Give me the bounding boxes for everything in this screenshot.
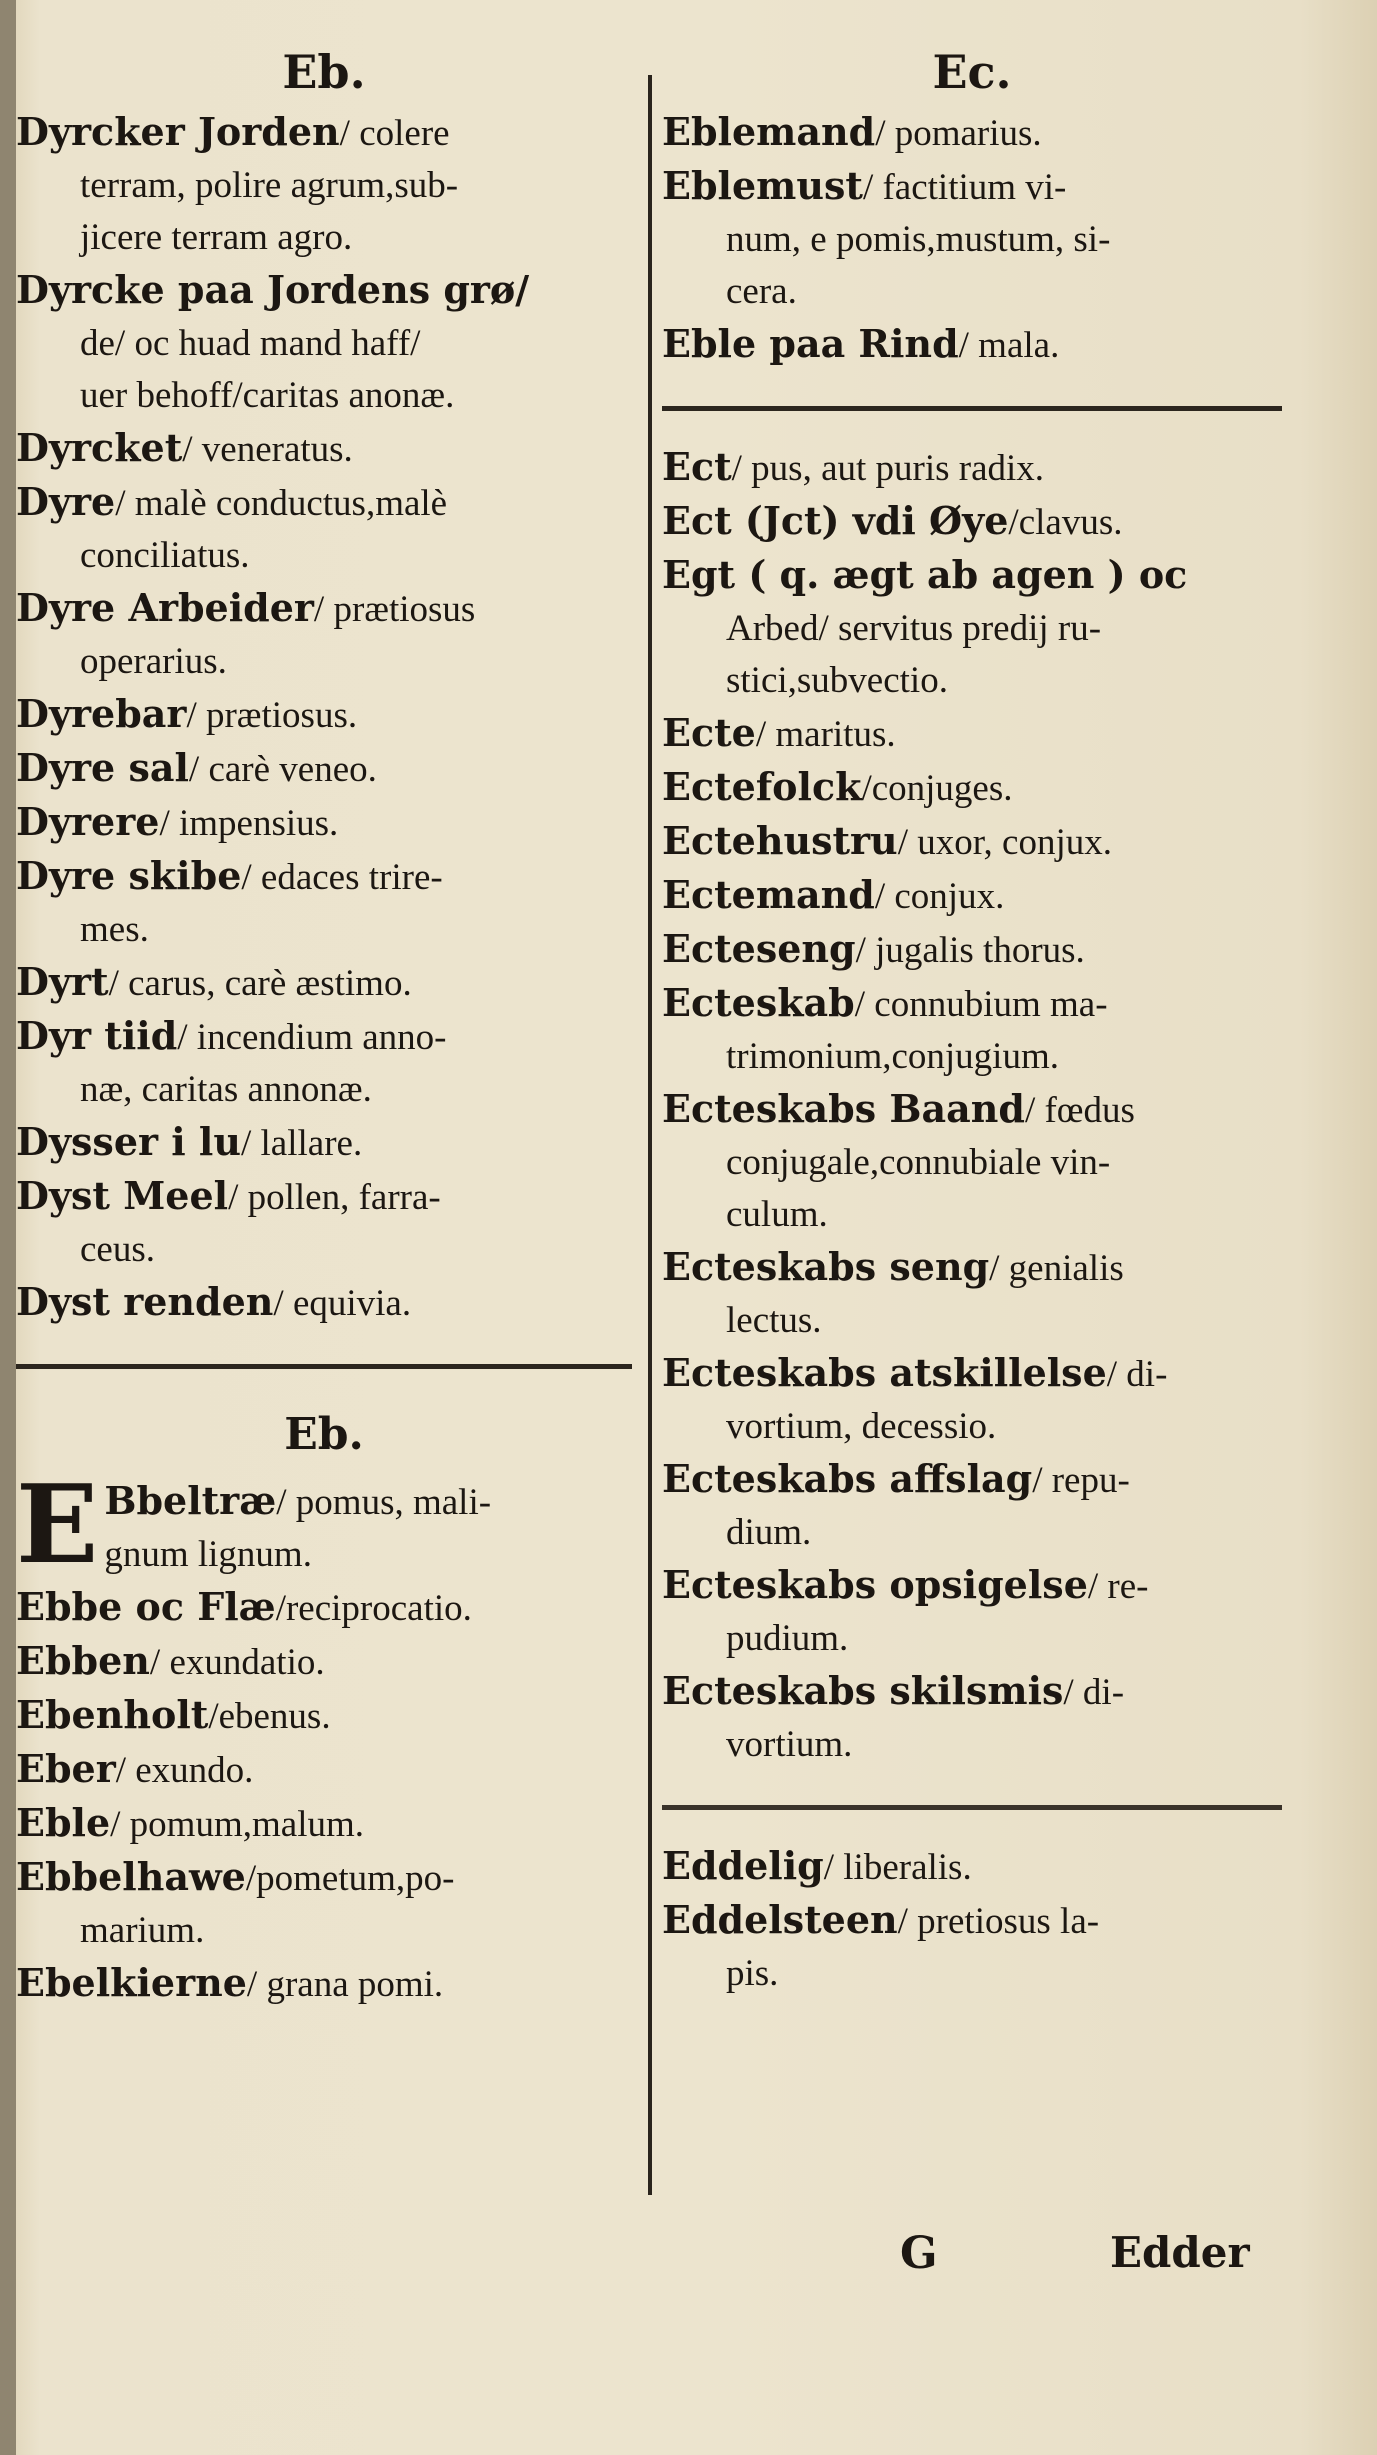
- left-column: [16, 40, 632, 2011]
- dictionary-entry: [16, 1743, 632, 1797]
- entry-headword: Egt ( q. ægt ab agen ) oc: [662, 552, 1188, 597]
- page-footer: [900, 2228, 1300, 2288]
- entry-headword: Ebenholt: [16, 1692, 209, 1737]
- dictionary-entry: [16, 1010, 632, 1116]
- entry-gloss: / exundatio.: [149, 1642, 325, 1683]
- entry-gloss: /pometum,po-: [245, 1858, 455, 1899]
- entry-gloss: / prætiosus.: [186, 695, 358, 736]
- entry-headword: Bbeltræ: [104, 1478, 277, 1523]
- entry-continuation: stici,subvectio.: [726, 660, 948, 701]
- entry-gloss: /conjuges.: [861, 768, 1013, 809]
- entry-gloss: / pretiosus la-: [897, 1901, 1100, 1942]
- entry-continuation: gnum lignum.: [104, 1534, 312, 1575]
- entry-gloss: / equivia.: [273, 1283, 412, 1324]
- entry-gloss: / pollen, farra-: [228, 1177, 441, 1218]
- entry-gloss: / prætiosus: [313, 589, 476, 630]
- dictionary-entry: [16, 582, 632, 688]
- dictionary-entry: [662, 923, 1282, 977]
- entry-headword: Dyrcke paa Jordens grø/: [16, 267, 530, 312]
- entry-gloss: / incendium anno-: [177, 1017, 447, 1058]
- left-entry-list: [16, 106, 632, 1330]
- entry-gloss: / grana pomi.: [246, 1964, 444, 2005]
- entry-headword: Eblemust: [662, 163, 863, 208]
- dictionary-entry: [16, 956, 632, 1010]
- entry-headword: Ect (Jct) vdi Øye: [662, 498, 1009, 543]
- entry-gloss: / connubium ma-: [854, 984, 1108, 1025]
- entry-continuation: næ, caritas annonæ.: [80, 1069, 372, 1110]
- entry-gloss: / mala.: [958, 325, 1060, 366]
- entry-continuation: lectus.: [726, 1300, 822, 1341]
- entry-continuation: mes.: [80, 909, 149, 950]
- entry-headword: Dyrere: [16, 799, 160, 844]
- entry-continuation: trimonium,conjugium.: [726, 1036, 1059, 1077]
- section-divider: [662, 1805, 1282, 1810]
- entry-headword: Dyre: [16, 479, 116, 524]
- dictionary-entry: [662, 495, 1282, 549]
- entry-continuation: pudium.: [726, 1618, 849, 1659]
- entry-gloss: / jugalis thorus.: [855, 930, 1085, 971]
- entry-headword: Eddelsteen: [662, 1897, 898, 1942]
- entry-headword: Ecteskabs Baand: [662, 1086, 1025, 1131]
- dictionary-entry: [662, 106, 1282, 160]
- entry-continuation: pis.: [726, 1953, 779, 1994]
- section-divider: [16, 1364, 632, 1369]
- entry-continuation: uer behoff/caritas anonæ.: [80, 375, 455, 416]
- dictionary-entry: [16, 106, 632, 264]
- entry-continuation: culum.: [726, 1194, 828, 1235]
- entry-gloss: / edaces trire-: [241, 857, 443, 898]
- entry-headword: Eblemand: [662, 109, 876, 154]
- entry-headword: Ectehustru: [662, 818, 898, 863]
- dictionary-entry: [662, 1840, 1282, 1894]
- entry-gloss: / di-: [1063, 1672, 1125, 1713]
- dictionary-entry: [662, 761, 1282, 815]
- dictionary-entry: [662, 869, 1282, 923]
- entry-headword: Ecteskabs affslag: [662, 1456, 1033, 1501]
- entry-continuation: terram, polire agrum,sub-: [80, 165, 459, 206]
- entry-headword: Ecteskab: [662, 980, 855, 1025]
- dictionary-entry: [16, 1851, 632, 1957]
- entry-gloss: / uxor, conjux.: [897, 822, 1113, 863]
- entry-gloss: / impensius.: [159, 803, 339, 844]
- dictionary-entry: [662, 1665, 1282, 1771]
- entry-gloss: / re-: [1087, 1566, 1149, 1607]
- entry-headword: Ect: [662, 444, 732, 489]
- dictionary-entry: [662, 1559, 1282, 1665]
- entry-continuation: num, e pomis,mustum, si-: [726, 219, 1111, 260]
- dictionary-entry: [662, 160, 1282, 318]
- entry-gloss: / maritus.: [755, 714, 896, 755]
- dictionary-entry: [16, 264, 632, 422]
- entry-headword: Ecteskabs skilsmis: [662, 1668, 1064, 1713]
- dictionary-entry: [662, 1453, 1282, 1559]
- dictionary-entry: [16, 1689, 632, 1743]
- entry-gloss: / pomum,malum.: [110, 1804, 365, 1845]
- entry-gloss: / factitium vi-: [862, 167, 1067, 208]
- entry-gloss: / colere: [339, 113, 450, 154]
- entry-gloss: / lallare.: [240, 1123, 363, 1164]
- entry-headword: Dysser i lu: [16, 1119, 241, 1164]
- entry-headword: Dyr tiid: [16, 1013, 178, 1058]
- dictionary-entry: [16, 688, 632, 742]
- entry-headword: Ebelkierne: [16, 1960, 247, 2005]
- entry-headword: Eber: [16, 1746, 116, 1791]
- dictionary-entry: [16, 1581, 632, 1635]
- right-column: [662, 40, 1282, 2000]
- entry-headword: Ebbe oc Flæ: [16, 1584, 276, 1629]
- entry-headword: Dyrcker Jorden: [16, 109, 340, 154]
- dictionary-entry: [16, 1797, 632, 1851]
- entry-headword: Dyrt: [16, 959, 109, 1004]
- initial-letter: E: [16, 1462, 99, 1588]
- dictionary-entry: [662, 977, 1282, 1083]
- entry-gloss: / pomarius.: [875, 113, 1042, 154]
- entry-continuation: operarius.: [80, 641, 227, 682]
- catchword: Edder: [1110, 2228, 1250, 2277]
- dictionary-entry: [16, 1957, 632, 2011]
- entry-gloss: / liberalis.: [823, 1847, 972, 1888]
- entry-gloss: /ebenus.: [208, 1696, 331, 1737]
- entry-gloss: /reciprocatio.: [275, 1588, 472, 1629]
- entry-headword: Ecteskabs atskillelse: [662, 1350, 1107, 1395]
- column-divider-vertical: [648, 75, 652, 2195]
- entry-headword: Dyre sal: [16, 745, 189, 790]
- dictionary-entry: [16, 850, 632, 956]
- dictionary-entry: [16, 476, 632, 582]
- column-heading-right: Ec.: [932, 45, 1012, 99]
- dictionary-entry: [16, 1276, 632, 1330]
- entry-continuation: vortium.: [726, 1724, 853, 1765]
- dictionary-entry: [16, 1635, 632, 1689]
- dictionary-entry: [662, 318, 1282, 372]
- entry-headword: Eble: [16, 1800, 111, 1845]
- entry-gloss: / conjux.: [874, 876, 1005, 917]
- page-gutter: [0, 0, 16, 2455]
- entry-continuation: vortium, decessio.: [726, 1406, 997, 1447]
- entry-headword: Ecteskabs opsigelse: [662, 1562, 1088, 1607]
- right-entry-list-a: [662, 106, 1282, 372]
- dictionary-entry: [662, 1241, 1282, 1347]
- entry-headword: Eble paa Rind: [662, 321, 959, 366]
- entry-headword: Ebben: [16, 1638, 150, 1683]
- dictionary-entry: [662, 1894, 1282, 2000]
- entry-gloss: /clavus.: [1008, 502, 1123, 543]
- entry-headword: Ebbelhawe: [16, 1854, 246, 1899]
- dictionary-entry: [16, 796, 632, 850]
- dictionary-entry: [16, 742, 632, 796]
- entry-continuation: jicere terram agro.: [80, 217, 353, 258]
- entry-gloss: / exundo.: [115, 1750, 254, 1791]
- entry-headword: Dyrcket: [16, 425, 183, 470]
- entry-continuation: conjugale,connubiale vin-: [726, 1142, 1111, 1183]
- dictionary-entry: [16, 1116, 632, 1170]
- dictionary-entry: [662, 815, 1282, 869]
- entry-headword: Eddelig: [662, 1843, 824, 1888]
- section-divider: [662, 406, 1282, 411]
- entry-headword: Dyst Meel: [16, 1173, 229, 1218]
- entry-gloss: / pus, aut puris radix.: [731, 448, 1045, 489]
- entry-gloss: / pomus, mali-: [276, 1482, 492, 1523]
- dictionary-entry: [662, 1347, 1282, 1453]
- entry-continuation: cera.: [726, 271, 797, 312]
- entry-headword: Ecteskabs seng: [662, 1244, 990, 1289]
- entry-gloss: / carus, carè æstimo.: [108, 963, 412, 1004]
- dictionary-entry: [16, 1462, 632, 1588]
- entry-continuation: Arbed/ servitus predij ru-: [726, 608, 1102, 649]
- entry-headword: Ecte: [662, 710, 756, 755]
- entry-headword: Ectefolck: [662, 764, 862, 809]
- entry-headword: Dyst renden: [16, 1279, 274, 1324]
- dictionary-entry: [16, 1170, 632, 1276]
- dictionary-entry: [662, 1083, 1282, 1241]
- entry-headword: Dyre skibe: [16, 853, 242, 898]
- entry-continuation: conciliatus.: [80, 535, 250, 576]
- entry-gloss: / malè conductus,malè: [115, 483, 448, 524]
- column-heading-left: Eb.: [282, 45, 366, 99]
- dictionary-entry: [662, 549, 1282, 707]
- entry-headword: Ecteseng: [662, 926, 856, 971]
- dictionary-entry: [662, 441, 1282, 495]
- right-entry-list-b: [662, 441, 1282, 1771]
- entry-gloss: / repu-: [1032, 1460, 1130, 1501]
- entry-continuation: marium.: [80, 1910, 205, 1951]
- signature-mark: G: [900, 2228, 938, 2279]
- entry-continuation: ceus.: [80, 1229, 155, 1270]
- entry-gloss: / di-: [1106, 1354, 1168, 1395]
- entry-headword: Ectemand: [662, 872, 875, 917]
- entry-gloss: / fœdus: [1024, 1090, 1135, 1131]
- dictionary-entry: [662, 707, 1282, 761]
- section-heading: Eb.: [284, 1409, 364, 1460]
- entry-continuation: dium.: [726, 1512, 812, 1553]
- right-entry-list-c: [662, 1840, 1282, 2000]
- entry-gloss: / carè veneo.: [188, 749, 377, 790]
- entry-gloss: / veneratus.: [182, 429, 353, 470]
- entry-continuation: de/ oc huad mand haff/: [80, 323, 421, 364]
- dictionary-entry: [16, 422, 632, 476]
- entry-headword: Dyrebar: [16, 691, 187, 736]
- left-entry-list-2: [16, 1462, 632, 2011]
- entry-gloss: / genialis: [989, 1248, 1124, 1289]
- entry-headword: Dyre Arbeider: [16, 585, 314, 630]
